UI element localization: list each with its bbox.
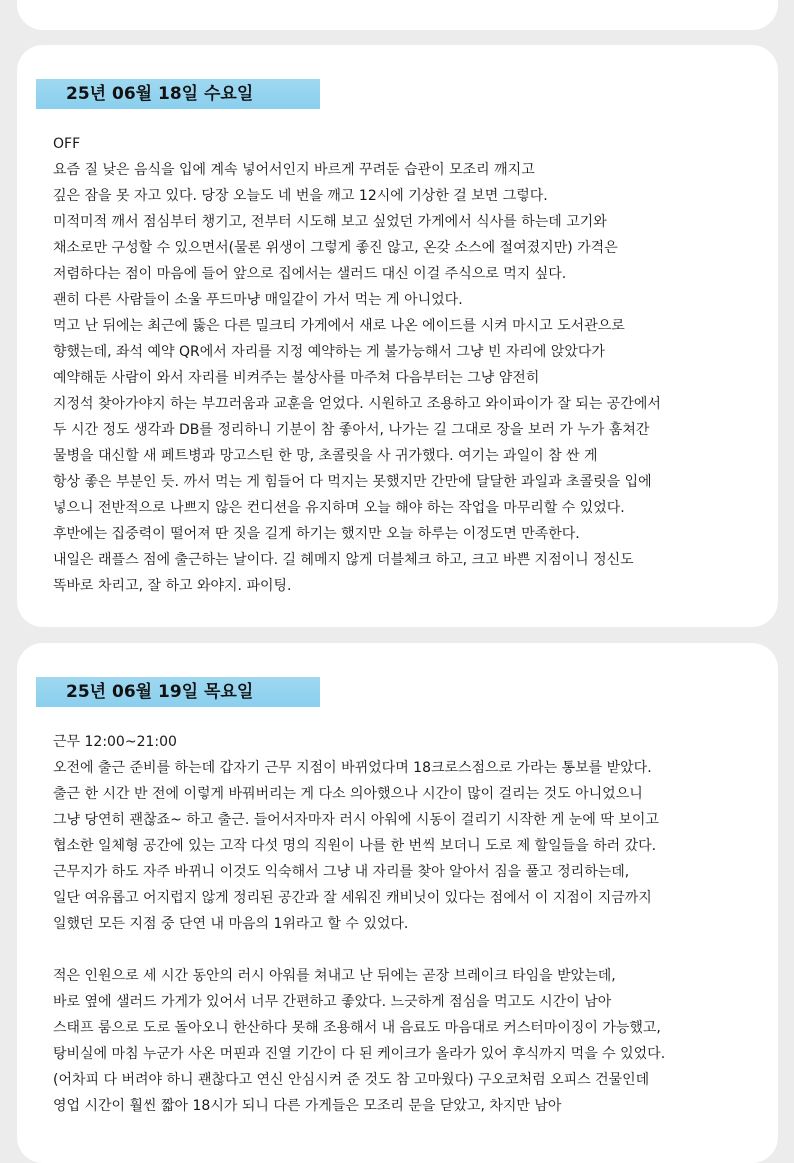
entry-text-line: 지정석 찾아가야지 하는 부끄러움과 교훈을 얻었다. 시원하고 조용하고 와이파이가 잘 되는 공간에서 bbox=[53, 396, 661, 412]
entry-body bbox=[53, 729, 774, 1119]
entry-text-line: OFF bbox=[53, 136, 81, 152]
diary-entry-card bbox=[17, 643, 778, 1163]
entry-text-line: 예약해둔 사람이 와서 자리를 비켜주는 불상사를 마주쳐 다음부터는 그냥 얌전히 bbox=[53, 370, 540, 386]
entry-body bbox=[53, 131, 774, 599]
entry-text-line: 스태프 룸으로 도로 돌아오니 한산하다 못해 조용해서 내 음료도 마음대로 커스터마이징이 가능했고, bbox=[53, 1020, 661, 1036]
entry-text-line: 출근 한 시간 반 전에 이렇게 바꿔버리는 게 다소 의아했으나 시간이 많이 걸리는 것도 아니었으니 bbox=[53, 786, 643, 802]
entry-text-line: 채소로만 구성할 수 있으면서(물론 위생이 그렇게 좋진 않고, 온갖 소스에 절여졌지만) 가격은 bbox=[53, 240, 618, 256]
entry-text-line: 물병을 대신할 새 페트병과 망고스틴 한 망, 초콜릿을 사 귀가했다. 여기는 과일이 참 싼 게 bbox=[53, 448, 598, 464]
entry-text-line: 내일은 래플스 점에 출근하는 날이다. 길 헤메지 않게 더블체크 하고, 크고 바쁜 지점이니 정신도 bbox=[53, 552, 634, 568]
entry-text-line: 탕비실에 마침 누군가 사온 머핀과 진열 기간이 다 된 케이크가 올라가 있어 후식까지 먹을 수 있었다. bbox=[53, 1046, 666, 1062]
entry-text-line: 근무지가 하도 자주 바뀌니 이것도 익숙해서 그냥 내 자리를 찾아 알아서 짐을 풀고 정리하는데, bbox=[53, 864, 630, 880]
entry-text-line: 먹고 난 뒤에는 최근에 뚫은 다른 밀크티 가게에서 새로 나온 에이드를 시켜 마시고 도서관으로 bbox=[53, 318, 625, 334]
paragraph-gap bbox=[53, 937, 774, 963]
entry-text-line: 그냥 당연히 괜찮죠~ 하고 출근. 들어서자마자 러시 아워에 시동이 걸리기 시작한 게 눈에 딱 보이고 bbox=[53, 812, 659, 828]
diary-entry-card bbox=[17, 45, 778, 627]
entry-text-line: (어차피 다 버려야 하니 괜찮다고 연신 안심시켜 준 것도 참 고마웠다) 구오코처럼 오피스 건물인데 bbox=[53, 1072, 650, 1088]
entry-text-line: 협소한 일체형 공간에 있는 고작 다섯 명의 직원이 나를 한 번씩 보더니 도로 제 할일들을 하러 갔다. bbox=[53, 838, 657, 854]
entry-text-line: 넣으니 전반적으로 나쁘지 않은 컨디션을 유지하며 오늘 해야 하는 작업을 마무리할 수 있었다. bbox=[53, 500, 625, 516]
entry-text-line: 깊은 잠을 못 자고 있다. 당장 오늘도 네 번을 깨고 12시에 기상한 걸 보면 그렇다. bbox=[53, 188, 548, 204]
entry-text-line: 저렴하다는 점이 마음에 들어 앞으로 집에서는 샐러드 대신 이걸 주식으로 먹지 싶다. bbox=[53, 266, 567, 282]
entry-text-line: 항상 좋은 부분인 듯. 까서 먹는 게 힘들어 다 먹지는 못했지만 간만에 달달한 과일과 초콜릿을 입에 bbox=[53, 474, 652, 490]
entry-date-banner: 25년 06월 18일 수요일 bbox=[36, 79, 320, 109]
entry-text-line: 요즘 질 낮은 음식을 입에 계속 넣어서인지 바르게 꾸려둔 습관이 모조리 깨지고 bbox=[53, 162, 535, 178]
entry-text-line: 영업 시간이 훨씬 짧아 18시가 되니 다른 가게들은 모조리 문을 닫았고, 차지만 남아 bbox=[53, 1098, 562, 1114]
entry-text-line: 두 시간 정도 생각과 DB를 정리하니 기분이 참 좋아서, 나가는 길 그대로 장을 보러 가 누가 훔쳐간 bbox=[53, 422, 650, 438]
entry-text-line: 일했던 모든 지점 중 단연 내 마음의 1위라고 할 수 있었다. bbox=[53, 916, 409, 932]
entry-text-line: 오전에 출근 준비를 하는데 갑자기 근무 지점이 바뀌었다며 18크로스점으로 가라는 통보를 받았다. bbox=[53, 760, 652, 776]
entry-text-line: 일단 여유롭고 어지럽지 않게 정리된 공간과 잘 세워진 캐비닛이 있다는 점에서 이 지점이 지금까지 bbox=[53, 890, 652, 906]
entry-text-line: 근무 12:00~21:00 bbox=[53, 734, 177, 750]
entry-text-line: 후반에는 집중력이 떨어져 딴 짓을 길게 하기는 했지만 오늘 하루는 이정도면 만족한다. bbox=[53, 526, 580, 542]
entry-text-line: 미적미적 깨서 점심부터 챙기고, 전부터 시도해 보고 싶었던 가게에서 식사를 하는데 고기와 bbox=[53, 214, 607, 230]
entry-text-line: 향했는데, 좌석 예약 QR에서 자리를 지정 예약하는 게 불가능해서 그냥 빈 자리에 앉았다가 bbox=[53, 344, 605, 360]
entry-text-line: 똑바로 차리고, 잘 하고 와야지. 파이팅. bbox=[53, 578, 292, 594]
entry-text-line: 괜히 다른 사람들이 소울 푸드마냥 매일같이 가서 먹는 게 아니었다. bbox=[53, 292, 463, 308]
entry-date-banner: 25년 06월 19일 목요일 bbox=[36, 677, 320, 707]
entry-text-line: 바로 옆에 샐러드 가게가 있어서 너무 간편하고 좋았다. 느긋하게 점심을 먹고도 시간이 남아 bbox=[53, 994, 612, 1010]
entry-text-line: 적은 인원으로 세 시간 동안의 러시 아워를 쳐내고 난 뒤에는 곧장 브레이크 타임을 받았는데, bbox=[53, 968, 616, 984]
previous-entry-card bbox=[17, 0, 778, 30]
